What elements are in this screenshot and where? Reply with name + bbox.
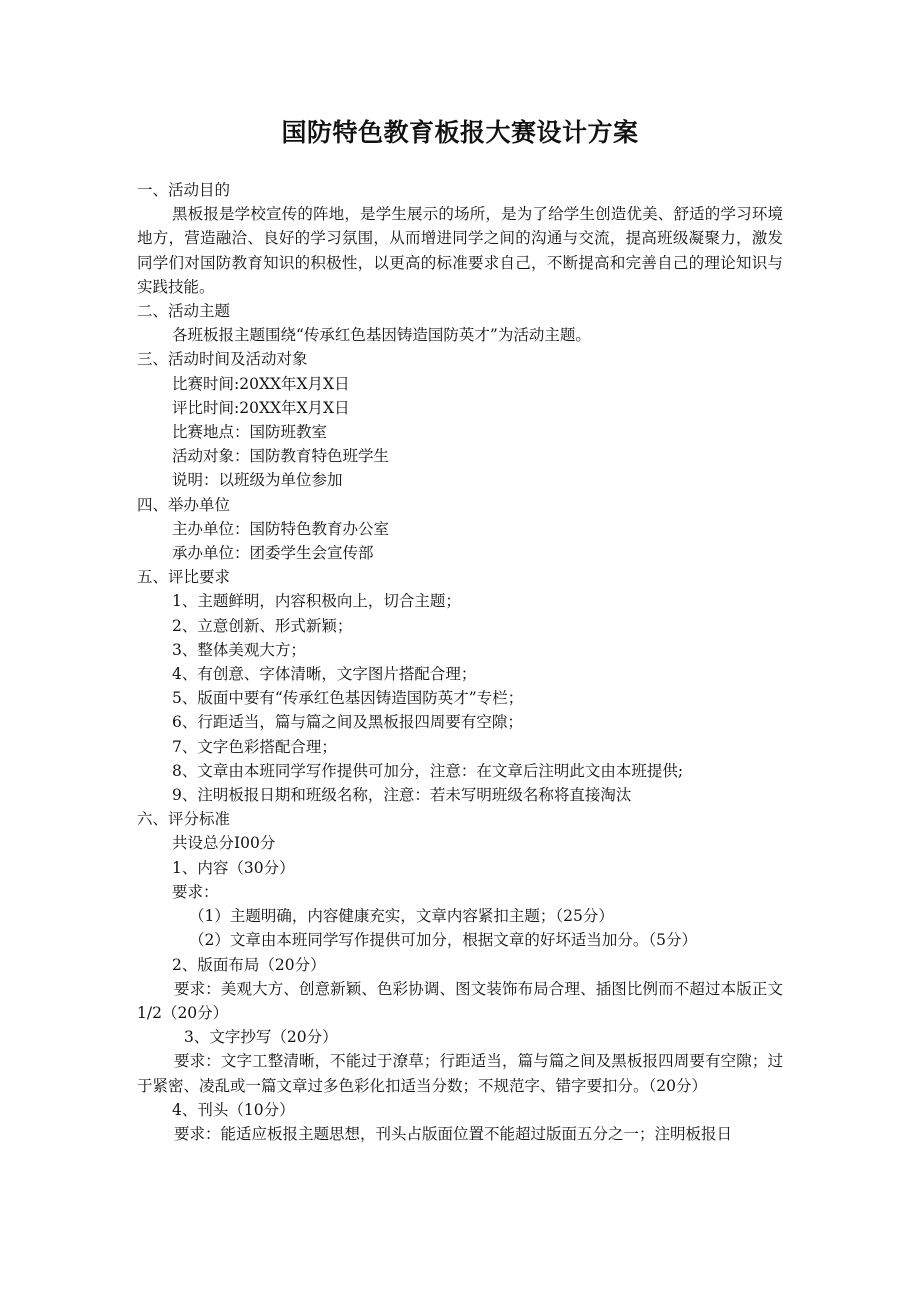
purpose-paragraph: 黑板报是学校宣传的阵地，是学生展示的场所，是为了给学生创造优美、舒适的学习环境地方，营造融洽、良好的学习氛围，从而增进同学之间的沟通与交流，提高班级凝聚力，激发同学们对国防教育知识的积极性，以更高的标准要求自己，不断提高和完善自己的理论知识与实践技能。 bbox=[137, 205, 783, 296]
content-score-item: （1）主题明确，内容健康充实，文章内容紧扣主题；（25分） bbox=[189, 907, 614, 926]
theme-line: 各班板报主题围绕“传承红色基因铸造国防英才”为活动主题。 bbox=[172, 326, 591, 345]
writing-score-title: 3、文字抄写（20分） bbox=[184, 1028, 338, 1047]
section-heading-time-target: 三、活动时间及活动对象 bbox=[137, 350, 308, 369]
judging-time-line: 评比时间:20XX年X月X日 bbox=[172, 398, 350, 417]
content-requirement-label: 要求： bbox=[172, 882, 219, 901]
requirement-item: 9、注明板报日期和班级名称，注意：若未写明班级名称将直接淘汰 bbox=[172, 786, 632, 805]
section-heading-scoring: 六、评分标准 bbox=[137, 810, 231, 829]
requirement-item: 6、行距适当，篇与篇之间及黑板报四周要有空隙； bbox=[172, 713, 523, 732]
contest-time-line: 比赛时间:20XX年X月X日 bbox=[172, 374, 350, 393]
host-line: 主办单位：国防特色教育办公室 bbox=[172, 519, 390, 538]
section-heading-organizers: 四、举办单位 bbox=[137, 495, 231, 514]
section-heading-theme: 二、活动主题 bbox=[137, 302, 231, 321]
content-score-item: （2）文章由本班同学写作提供可加分，根据文章的好坏适当加分。（5分） bbox=[189, 931, 697, 950]
requirement-item: 3、整体美观大方； bbox=[172, 640, 306, 659]
content-score-title: 1、内容（30分） bbox=[172, 858, 295, 877]
document-title: 国防特色教育板报大赛设计方案 bbox=[281, 118, 639, 147]
note-line: 说明：以班级为单位参加 bbox=[172, 471, 343, 490]
requirement-item: 2、立意创新、形式新颖； bbox=[172, 616, 353, 635]
section-heading-requirements: 五、评比要求 bbox=[137, 568, 231, 587]
layout-requirement: 要求：美观大方、创意新颖、色彩协调、图文装饰布局合理、插图比例而不超过本版正文1/2（20分） bbox=[137, 979, 783, 1022]
requirement-item: 4、有创意、字体清晰，文字图片搭配合理； bbox=[172, 665, 477, 684]
target-audience-line: 活动对象：国防教育特色班学生 bbox=[172, 447, 390, 466]
section-heading-purpose: 一、活动目的 bbox=[137, 181, 231, 199]
layout-score-title: 2、版面布局（20分） bbox=[172, 955, 326, 974]
contest-venue-line: 比赛地点：国防班教室 bbox=[172, 423, 328, 442]
masthead-score-title: 4、刊头（10分） bbox=[172, 1100, 295, 1119]
requirement-item: 5、版面中要有“传承红色基因铸造国防英才”专栏； bbox=[172, 689, 524, 708]
total-score-line: 共设总分I00分 bbox=[172, 834, 276, 853]
requirement-item: 7、文字色彩搭配合理； bbox=[172, 737, 337, 756]
requirement-item: 8、文章由本班同学写作提供可加分，注意：在文章后注明此文由本班提供; bbox=[172, 761, 684, 780]
masthead-requirement: 要求：能适应板报主题思想，刊头占版面位置不能超过版面五分之一；注明板报日 bbox=[174, 1124, 733, 1143]
writing-requirement: 要求：文字工整清晰，不能过于潦草；行距适当，篇与篇之间及黑板报四周要有空隙；过于紧密、凌乱或一篇文章过多色彩化扣适当分数；不规范字、错字要扣分。（20分） bbox=[137, 1052, 783, 1095]
requirement-item: 1、主题鲜明，内容积极向上，切合主题； bbox=[172, 592, 461, 611]
organizer-line: 承办单位：团委学生会宣传部 bbox=[172, 544, 374, 563]
